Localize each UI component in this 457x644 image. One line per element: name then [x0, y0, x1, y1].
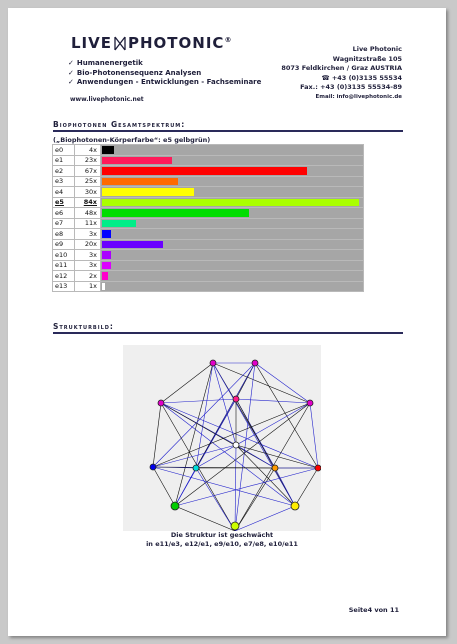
check-icon: ✓ — [68, 59, 74, 67]
spectrum-bar — [102, 157, 172, 165]
spectrum-code: e3 — [53, 176, 75, 187]
check-icon: ✓ — [68, 68, 74, 77]
graph-edge — [161, 403, 318, 468]
spectrum-title: Biophotonen Gesamtspektrum: — [53, 120, 186, 129]
spectrum-code: e1 — [53, 155, 75, 166]
spectrum-row-e11 — [53, 260, 364, 271]
graph-edge — [175, 363, 213, 506]
graph-edge — [175, 403, 310, 506]
spectrum-count: 3x — [75, 229, 101, 240]
spectrum-count: 1x — [75, 281, 101, 292]
graph-node — [315, 465, 321, 471]
spectrum-count: 20x — [75, 239, 101, 250]
spectrum-bar-cell — [101, 166, 364, 177]
graph-edge — [175, 468, 318, 506]
spectrum-code: e4 — [53, 187, 75, 198]
city-address: 8073 Feldkirchen / Graz AUSTRIA — [281, 64, 402, 72]
spectrum-count: 2x — [75, 271, 101, 282]
spectrum-count: 67x — [75, 166, 101, 177]
graph-edge — [236, 445, 275, 468]
spectrum-code: e13 — [53, 281, 75, 292]
spectrum-rule — [53, 130, 403, 132]
spectrum-code: e0 — [53, 145, 75, 156]
graph-edge — [153, 403, 161, 467]
logo-text-left: LIVE — [71, 34, 112, 52]
spectrum-bar — [102, 167, 307, 175]
structure-graph — [123, 345, 321, 531]
spectrum-count: 3x — [75, 250, 101, 261]
spectrum-bar-cell — [101, 271, 364, 282]
graph-edge — [235, 506, 295, 531]
check-icon: ✓ — [68, 78, 74, 86]
spectrum-bar — [102, 178, 178, 186]
structure-title: Strukturbild: — [53, 322, 114, 331]
spectrum-code: e8 — [53, 229, 75, 240]
graph-edge — [161, 363, 213, 403]
spectrum-bar-cell — [101, 197, 364, 208]
graph-edge — [236, 399, 310, 403]
graph-edge — [235, 445, 236, 531]
spectrum-count: 3x — [75, 260, 101, 271]
graph-edge — [196, 403, 310, 468]
spectrum-bar — [102, 146, 114, 154]
graph-node — [233, 442, 239, 448]
graph-node — [272, 465, 278, 471]
graph-node — [231, 522, 239, 530]
phone-icon: ☎ — [321, 73, 332, 82]
graph-edge — [275, 468, 295, 506]
spectrum-code: e6 — [53, 208, 75, 219]
structure-caption — [123, 531, 321, 549]
spectrum-code: e2 — [53, 166, 75, 177]
graph-edge — [161, 399, 236, 403]
graph-node — [171, 502, 179, 510]
page-number: Seite4 von 11 — [348, 606, 399, 614]
spectrum-count: 25x — [75, 176, 101, 187]
spectrum-row-e4 — [53, 187, 364, 198]
fax-number: Fax.: +43 (0)3135 55534-89 — [300, 83, 402, 91]
spectrum-row-e7 — [53, 218, 364, 229]
graph-node — [158, 400, 164, 406]
graph-edge — [153, 467, 175, 506]
graph-edge — [295, 468, 318, 506]
graph-node — [307, 400, 313, 406]
spectrum-bar — [102, 283, 105, 291]
spectrum-bar — [102, 272, 108, 280]
spectrum-count: 48x — [75, 208, 101, 219]
graph-edge — [196, 363, 213, 468]
spectrum-row-e1 — [53, 155, 364, 166]
spectrum-code: e5 — [53, 197, 75, 208]
spectrum-row-e13 — [53, 281, 364, 292]
spectrum-table — [52, 144, 364, 292]
spectrum-bar-cell — [101, 145, 364, 156]
graph-edge — [161, 403, 295, 506]
spectrum-count: 84x — [75, 197, 101, 208]
graph-node — [210, 360, 216, 366]
logo-text-right: PHOTONIC — [128, 34, 225, 52]
spectrum-bar-cell — [101, 260, 364, 271]
spectrum-bar — [102, 241, 163, 249]
graph-edge — [235, 468, 275, 531]
spectrum-bar — [102, 230, 111, 238]
contact-block — [281, 45, 402, 102]
graph-edge — [213, 363, 310, 403]
service-item: ✓ Humanenergetik — [68, 59, 143, 67]
spectrum-bar-cell — [101, 208, 364, 219]
graph-node — [233, 396, 239, 402]
services-list — [68, 59, 261, 88]
phone-number: ☎ +43 (0)3135 55534 — [321, 73, 402, 82]
graph-edge — [153, 363, 255, 467]
spectrum-bar-cell — [101, 229, 364, 240]
spectrum-row-e3 — [53, 176, 364, 187]
spectrum-bar-cell — [101, 250, 364, 261]
spectrum-row-e8 — [53, 229, 364, 240]
graph-node — [291, 502, 299, 510]
document-page — [8, 8, 446, 636]
spectrum-bar — [102, 188, 194, 196]
email-link[interactable]: Email: info@livephotonic.de — [315, 93, 402, 100]
spectrum-bar — [102, 220, 136, 228]
graph-edge — [196, 468, 235, 531]
service-item: ✓ Anwendungen - Entwicklungen - Fachseminare — [68, 78, 262, 86]
logo-registered-mark: ® — [224, 36, 233, 44]
spectrum-row-e10 — [53, 250, 364, 261]
spectrum-count: 23x — [75, 155, 101, 166]
logo-x-icon — [114, 36, 126, 55]
spectrum-code: e7 — [53, 218, 75, 229]
caption-line-2: in e11/e3, e12/e1, e9/e10, e7/e8, e10/e11 — [146, 540, 298, 548]
graph-edge — [236, 445, 318, 468]
graph-edge — [213, 363, 295, 506]
spectrum-row-e9 — [53, 239, 364, 250]
structure-rule — [53, 332, 403, 334]
graph-edge — [310, 403, 318, 468]
graph-node — [150, 464, 156, 470]
spectrum-subtitle: („Biophotonen-Körperfarbe“: e5 gelbgrün) — [53, 136, 211, 144]
spectrum-bar-cell — [101, 187, 364, 198]
service-item: ✓ Bio-Photonensequenz Analysen — [68, 68, 202, 77]
spectrum-bar — [102, 251, 111, 259]
spectrum-row-e12 — [53, 271, 364, 282]
spectrum-row-e5 — [53, 197, 364, 208]
graph-node — [193, 465, 199, 471]
caption-line-1: Die Struktur ist geschwächt — [170, 531, 274, 539]
spectrum-code: e12 — [53, 271, 75, 282]
spectrum-bar — [102, 209, 249, 217]
spectrum-row-e6 — [53, 208, 364, 219]
graph-edge — [153, 467, 295, 506]
spectrum-bar-cell — [101, 218, 364, 229]
company-name: Live Photonic — [352, 45, 402, 53]
website-link[interactable]: www.livephotonic.net — [70, 96, 144, 103]
spectrum-bar-cell — [101, 239, 364, 250]
spectrum-code: e10 — [53, 250, 75, 261]
graph-edge — [175, 506, 235, 531]
street-address: Wagnitzstraße 105 — [332, 54, 402, 63]
graph-node — [252, 360, 258, 366]
spectrum-bar-cell — [101, 176, 364, 187]
graph-edge — [153, 445, 236, 467]
spectrum-bar-cell — [101, 155, 364, 166]
spectrum-count: 11x — [75, 218, 101, 229]
spectrum-bar — [102, 199, 359, 207]
structure-graph-svg — [123, 345, 321, 531]
spectrum-code: e9 — [53, 239, 75, 250]
spectrum-bar — [102, 262, 111, 270]
company-logo — [71, 34, 232, 55]
spectrum-row-e0 — [53, 145, 364, 156]
graph-edge — [255, 363, 310, 403]
spectrum-bar-cell — [101, 281, 364, 292]
spectrum-count: 4x — [75, 145, 101, 156]
spectrum-code: e11 — [53, 260, 75, 271]
spectrum-row-e2 — [53, 166, 364, 177]
spectrum-count: 30x — [75, 187, 101, 198]
